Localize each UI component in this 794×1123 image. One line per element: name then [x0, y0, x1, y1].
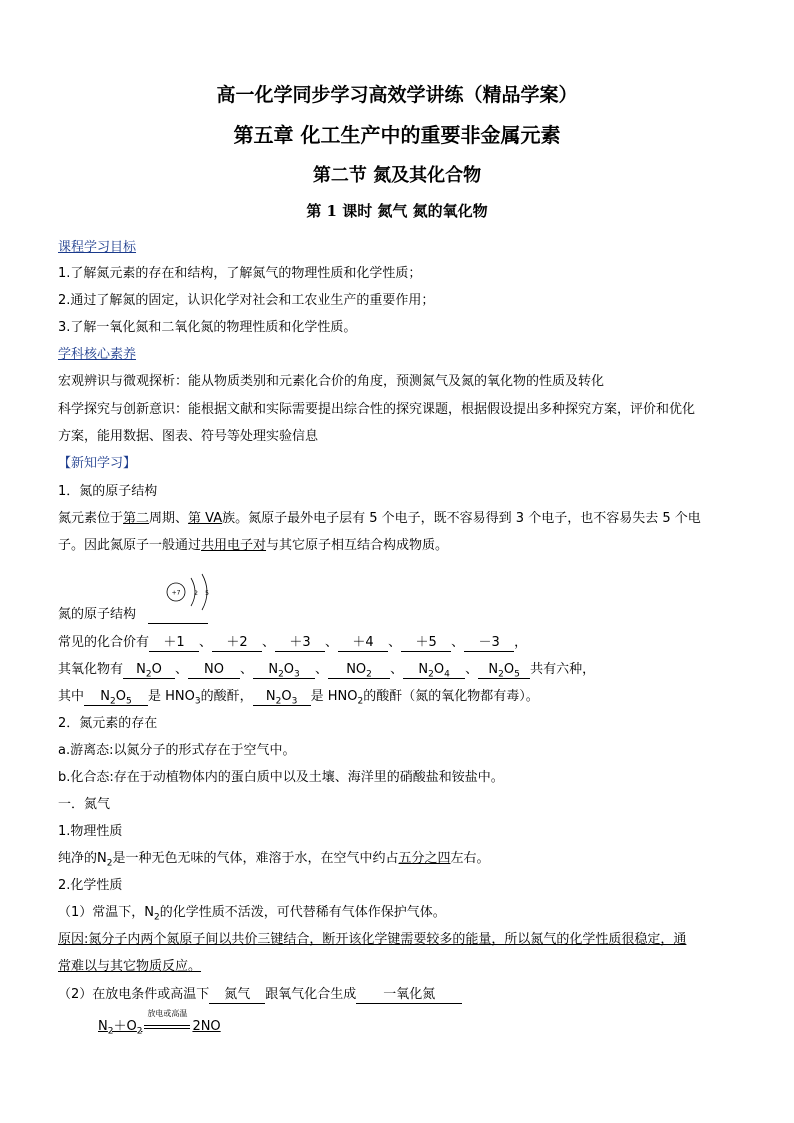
- stability-reason-2: 常难以与其它物质反应。: [58, 959, 202, 974]
- anhydride-answer-1: $N_2O_5$: [84, 689, 148, 706]
- equation-product: 2NO: [192, 1019, 221, 1034]
- literacy-item-1: 宏观辨识与微观探析：能从物质类别和元素化合价的角度，预测氮气及氮的氧化物的性质及转化: [58, 374, 605, 389]
- valence-answer-1: ＋1: [149, 635, 199, 652]
- chemical-property-2: （2）在放电条件或高温下 氮气 跟氧气化合生成 一氧化氮: [58, 986, 462, 1004]
- shared-pair-answer: 共用电子对: [201, 538, 267, 553]
- existence-title: 2．氮元素的存在: [58, 716, 158, 731]
- valence-answer-2: ＋2: [212, 635, 262, 652]
- oxides-row: 其氧化物有 $N_2O$ 、 NO 、 $N_2O_3$ 、 $NO_2$ 、 $N_2O_4$ 、 $N_2O_5$ 共有六种，: [58, 662, 596, 680]
- goal-item-1: 1.了解氮元素的存在和结构，了解氮气的物理性质和化学性质；: [58, 266, 422, 281]
- valence-answer-5: ＋5: [401, 635, 451, 652]
- period-answer: 第二: [123, 511, 150, 526]
- free-state-text: a.游离态:以氮分子的形式存在于空气中。: [58, 743, 296, 758]
- lesson-title: 第 1 课时 氮气 氮的氧化物: [306, 202, 488, 220]
- chemical-properties-title: 2.化学性质: [58, 878, 123, 893]
- oxide-answer-3: $N_2O_3$: [253, 662, 315, 679]
- atom-shell-1-label: 2: [194, 590, 198, 597]
- reaction-equation: $N_2+O_2$ 放电或高温 2NO: [98, 1009, 221, 1037]
- goal-item-3: 3.了解一氧化氮和二氧化氮的物理性质和化学性质。: [58, 320, 357, 335]
- stability-reason-1: 原因:氮分子内两个氮原子间以共价三键结合，断开该化学键需要较多的能量，所以氮气的化学性质很稳定，通: [58, 932, 687, 947]
- valence-answer-4: ＋4: [338, 635, 388, 652]
- equation-arrow: [142, 1009, 192, 1036]
- section-title: 第二节 氮及其化合物: [312, 165, 482, 186]
- literacy-heading: 学科核心素养: [58, 347, 137, 362]
- product-answer: 一氧化氮: [356, 987, 462, 1004]
- valence-answer-3: ＋3: [275, 635, 325, 652]
- chemical-property-1: （1）常温下，$N_2$的化学性质不活泼，可代替稀有气体作保护气体。: [58, 905, 446, 923]
- atom-structure-blank: [148, 607, 208, 624]
- atom-structure-row: 氮的原子结构: [58, 606, 208, 624]
- valence-row: 常见的化合价有 ＋1 、 ＋2 、 ＋3 、 ＋4 、 ＋5 、 －3 ，: [58, 635, 528, 650]
- atomic-structure-text-2: 子。因此氮原子一般通过共用电子对与其它原子相互结合构成物质。: [58, 538, 449, 553]
- oxide-answer-5: $N_2O_4$: [403, 662, 465, 679]
- oxide-answer-1: $N_2O$: [123, 662, 175, 679]
- atom-shell-2-label: 5: [205, 590, 209, 597]
- combined-state-text: b.化合态:存在于动植物体内的蛋白质中以及土壤、海洋里的硝酸盐和铵盐中。: [58, 770, 504, 785]
- atomic-structure-title: 1．氮的原子结构: [58, 484, 158, 499]
- literacy-item-2: 科学探究与创新意识：能根据文献和实际需要提出综合性的探究课题，根据假设提出多种探究方案，评价和优化: [58, 402, 696, 417]
- anhydride-row: 其中 $N_2O_5$ 是 $HNO_3$的酸酐， $N_2O_3$ 是 $HNO_2$的酸酐（氮的氧化物都有毒）。: [58, 689, 539, 707]
- goal-item-2: 2.通过了解氮的固定，认识化学对社会和工农业生产的重要作用；: [58, 293, 435, 308]
- physical-properties-title: 1.物理性质: [58, 824, 123, 839]
- air-fraction-answer: 五分之四: [398, 851, 451, 866]
- document-title: 高一化学同步学习高效学讲练（精品学案）: [216, 84, 578, 106]
- new-knowledge-heading: 【新知学习】: [58, 456, 137, 471]
- valence-answer-6: －3: [464, 635, 514, 652]
- oxide-answer-6: $N_2O_5$: [478, 662, 530, 679]
- nitrogen-heading: 一．氮气: [58, 797, 111, 812]
- reactant-answer: 氮气: [209, 987, 265, 1004]
- physical-properties-text: 纯净的$N_2$是一种无色无味的气体，难溶于水，在空气中约占五分之四左右。: [58, 851, 490, 869]
- anhydride-answer-2: $N_2O_3$: [253, 689, 311, 706]
- group-answer: 第 VA: [188, 511, 223, 526]
- atom-nucleus-label: +7: [171, 589, 181, 597]
- atomic-structure-text-1: 氮元素位于第二周期、第 VA族。氮原子最外电子层有 5 个电子，既不容易得到 3 个电子，也不容易失去 5 个电: [58, 511, 701, 526]
- oxide-answer-4: $NO_2$: [328, 662, 390, 679]
- chapter-title: 第五章 化工生产中的重要非金属元素: [233, 123, 561, 147]
- goals-heading: 课程学习目标: [58, 240, 137, 255]
- equation-condition: 放电或高温: [147, 1009, 188, 1018]
- literacy-item-2-cont: 方案，能用数据、图表、符号等处理实验信息: [58, 429, 319, 444]
- oxide-answer-2: NO: [188, 662, 240, 679]
